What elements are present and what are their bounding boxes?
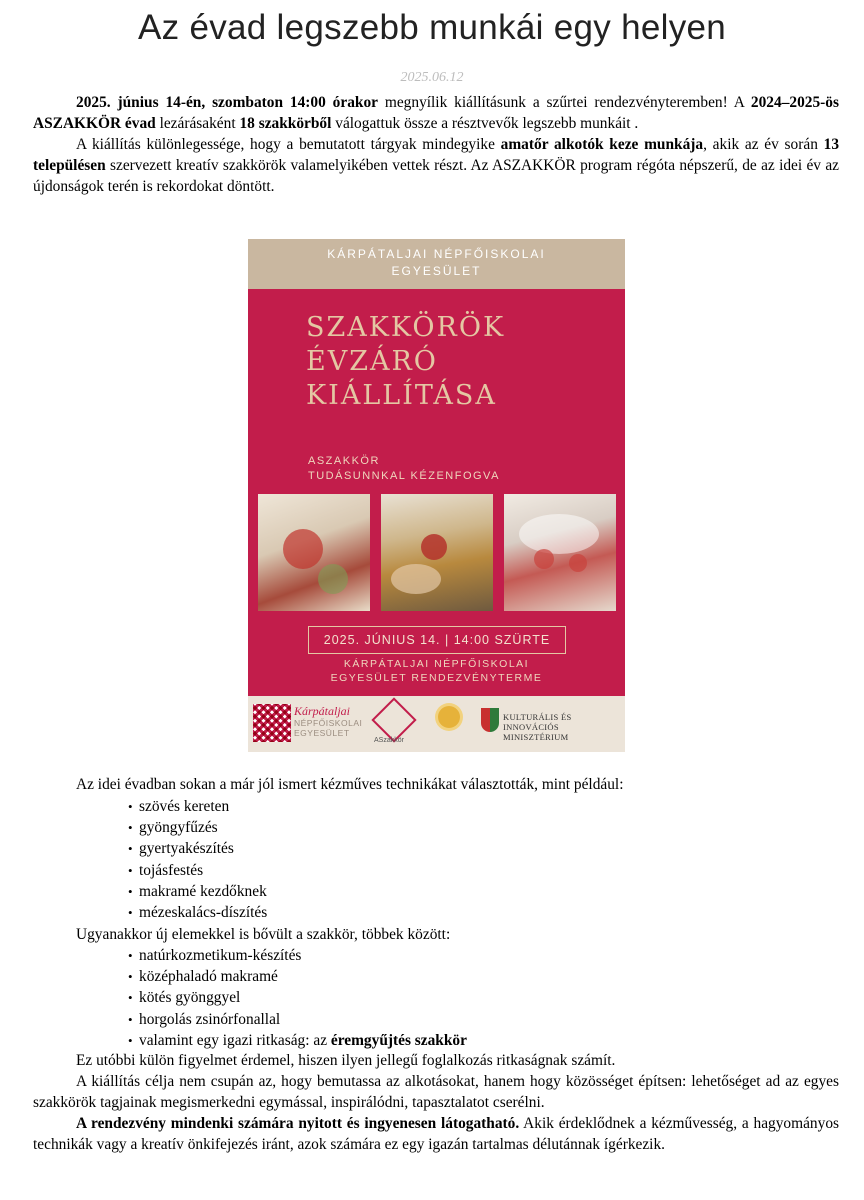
settlements-highlight: 13 településen — [33, 136, 840, 174]
poster-title-line-2: ÉVZÁRÓ — [306, 346, 438, 377]
special-paragraph — [33, 134, 839, 197]
intro-text-1: megnyílik kiállításunk a szűrtei rendezvényteremben! A — [378, 94, 751, 111]
ministry-line-1: KULTURÁLIS ÉS INNOVÁCIÓS — [503, 712, 572, 732]
list-item: • gyertyakészítés — [128, 838, 267, 859]
venue-line-2: EGYESÜLET RENDEZVÉNYTERME — [330, 672, 543, 684]
intro-section — [33, 92, 839, 197]
new-techniques-list — [128, 945, 467, 1051]
list-item: • natúrkozmetikum-készítés — [128, 945, 467, 966]
club-count: 18 szakkörből — [239, 115, 332, 132]
new-elements-intro: Ugyanakkor új elemekkel is bővült a szakkör, többek között: — [76, 926, 451, 943]
sun-logo-icon — [438, 706, 460, 728]
rarity-text: valamint egy igazi ritkaság: az — [139, 1031, 331, 1049]
special-text-2: , akik az év során — [703, 136, 824, 153]
list-item: • tojásfestés — [128, 860, 267, 881]
intro-text-3: válogattuk össze a résztvevők legszebb munkáit . — [331, 115, 639, 132]
poster-photo-weaving — [258, 494, 370, 611]
ministry-line-2: MINISZTÉRIUM — [503, 732, 569, 742]
poster-sub-line-2: TUDÁSUNNKAL KÉZENFOGVA — [308, 470, 500, 482]
event-poster — [248, 239, 625, 752]
intro-text-2: lezárásaként — [155, 115, 240, 132]
amateur-highlight: amatőr alkotók keze munkája — [500, 136, 704, 153]
poster-photo-beads — [504, 494, 616, 611]
article-title: Az évad legszebb munkái egy helyen — [137, 8, 727, 47]
folk-pattern-icon — [253, 704, 291, 742]
poster-venue — [248, 657, 625, 685]
poster-subtitle — [308, 454, 500, 484]
org-line-2: NÉPFŐISKOLAI — [294, 718, 363, 728]
poster-title-line-1: SZAKKÖRÖK — [306, 312, 506, 343]
poster-date-box: 2025. JÚNIUS 14. | 14:00 SZÜRTE — [308, 626, 566, 654]
poster-photo-candles — [381, 494, 493, 611]
special-text-1: A kiállítás különlegessége, hogy a bemutatott tárgyak mindegyike — [76, 136, 501, 153]
list-item: • szövés kereten — [128, 796, 267, 817]
list-intro: Az idei évadban sokan a már jól ismert kézműves technikákat választották, mint például: — [76, 776, 624, 793]
closing-section — [33, 1050, 839, 1155]
special-text-3: szervezett kreatív szakkörök valamelyikében vettek részt. Az ASZAKKÖR program régóta népszerű, de az idei év az újdonságok terén is rekordokat döntött. — [33, 157, 839, 195]
final-text: Akik érdeklődnek a kézművesség, a hagyományos technikák vagy a kreatív önkifejezés iránt, azok számára ez egy igazán tartalmas délutánnak ígérkezik. — [33, 1115, 839, 1153]
aszakkor-logo-icon — [371, 697, 416, 742]
list-item: • mézeskalács-díszítés — [128, 902, 267, 923]
poster-title — [306, 311, 505, 413]
org-logo-text — [294, 706, 362, 738]
final-paragraph — [33, 1113, 839, 1155]
poster-banner-text — [248, 246, 625, 280]
open-event-highlight: A rendezvény mindenki számára nyitott és ingyenesen látogatható. — [76, 1115, 520, 1132]
org-line-3: EGYESÜLET — [294, 728, 350, 738]
goal-paragraph: A kiállítás célja nem csupán az, hogy bemutassa az alkotásokat, hanem hogy közösséget építsen: lehetőséget ad az egyes szakkörök tagjainak megismerkedni egymással, inspirálódni, tapasztalatot cserélni. — [33, 1073, 839, 1111]
ministry-name — [503, 712, 625, 742]
rarity-highlight: éremgyűjtés szakkör — [330, 1031, 467, 1049]
rarity-paragraph: Ez utóbbi külön figyelmet érdemel, hiszen ilyen jellegű foglalkozás ritkaságnak számít. — [76, 1052, 616, 1069]
aszakkor-logo-text: ASzakkör — [374, 737, 404, 744]
article-date: 2025.06.12 — [400, 70, 464, 85]
list-item: • kötés gyönggyel — [128, 987, 467, 1008]
poster-sub-line-1: ASZAKKÖR — [308, 455, 380, 467]
venue-line-1: KÁRPÁTALJAI NÉPFŐISKOLAI — [343, 658, 530, 670]
event-datetime: 2025. június 14-én, szombaton 14:00 órakor — [76, 94, 378, 111]
classic-techniques-list — [128, 796, 267, 923]
hungary-crest-icon — [481, 708, 499, 732]
poster-footer — [248, 696, 625, 752]
banner-line-2: EGYESÜLET — [391, 264, 482, 278]
intro-paragraph — [33, 92, 839, 134]
list-item: • középhaladó makramé — [128, 966, 467, 987]
season-name: 2024–2025-ös ASZAKKÖR évad — [33, 94, 839, 132]
list-item: • gyöngyfűzés — [128, 817, 267, 838]
list-item — [128, 1030, 467, 1051]
list-item: • makramé kezdőknek — [128, 881, 267, 902]
list-item: • horgolás zsinórfonallal — [128, 1009, 467, 1030]
poster-title-line-3: KIÁLLÍTÁSA — [306, 380, 497, 411]
org-line-1: Kárpátaljai — [294, 704, 351, 718]
banner-line-1: KÁRPÁTALJAI NÉPFŐISKOLAI — [327, 247, 546, 261]
